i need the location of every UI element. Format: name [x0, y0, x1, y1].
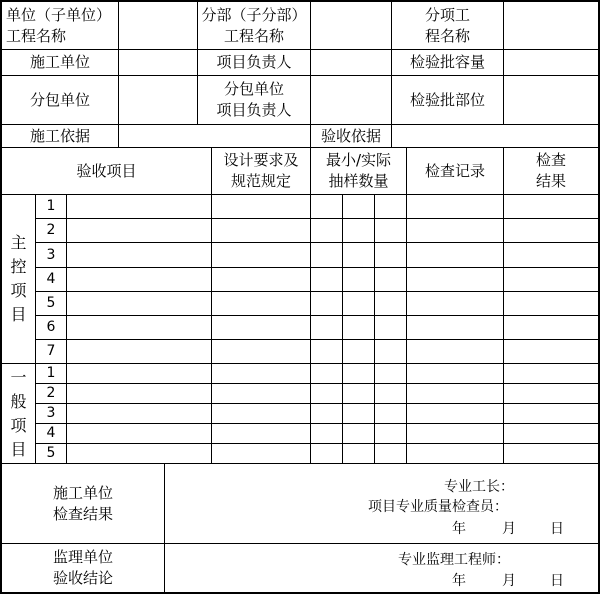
- date-day: 日: [550, 521, 564, 537]
- main-row-number: 4: [46, 271, 56, 287]
- construction-basis-label: 施工依据: [29, 126, 90, 145]
- quality-inspector-label: 项目专业质量检查员：: [368, 499, 508, 515]
- division-project-value[interactable]: [311, 2, 391, 49]
- division-project-label: 分部（子分部） 工程名称: [201, 5, 307, 45]
- construction-unit-label: 施工单位: [29, 53, 90, 71]
- row-divider: [35, 267, 600, 268]
- row-divider: [35, 383, 600, 384]
- batch-location-label: 检验批部位: [409, 90, 485, 109]
- date-year: 年: [452, 521, 466, 537]
- col-divider: [164, 463, 165, 594]
- general-row-number: 4: [46, 425, 56, 441]
- row-divider: [0, 363, 600, 364]
- row-divider: [35, 291, 600, 292]
- row-divider: [35, 242, 600, 243]
- unit-project-value[interactable]: [119, 2, 197, 49]
- col-divider: [406, 147, 407, 463]
- subcontract-manager-label: 分包单位 项目负责人: [216, 80, 292, 119]
- row-divider: [35, 443, 600, 444]
- date-month: 月: [502, 573, 516, 589]
- row-divider: [35, 315, 600, 316]
- main-row-number: 2: [46, 222, 56, 238]
- supervision-conclusion-label: 监理单位 验收结论: [52, 548, 113, 587]
- inspection-item-header: 验收项目: [76, 161, 137, 180]
- col-divider: [374, 194, 375, 463]
- general-row-number: 1: [46, 365, 56, 381]
- col-divider: [211, 147, 212, 463]
- supervising-engineer-label: 专业监理工程师：: [398, 552, 510, 568]
- item-project-value[interactable]: [504, 2, 598, 49]
- general-row-number: 2: [46, 385, 56, 401]
- col-divider: [310, 147, 311, 463]
- acceptance-basis-label: 验收依据: [320, 126, 381, 145]
- main-row-number: 6: [46, 319, 56, 335]
- row-divider: [35, 339, 600, 340]
- unit-project-label: 单位（子单位） 工程名称: [6, 5, 112, 45]
- main-row-number: 7: [46, 343, 56, 359]
- general-row-number: 5: [46, 445, 56, 461]
- item-project-label: 分项工 程名称: [424, 5, 470, 45]
- date-month: 月: [502, 521, 516, 537]
- main-row-number: 1: [46, 198, 56, 214]
- check-result-header: 检查 结果: [535, 151, 566, 190]
- foreman-label: 专业工长：: [444, 479, 514, 495]
- col-divider: [391, 124, 392, 147]
- date-day: 日: [550, 573, 564, 589]
- general-group-label: 一 般 项 目: [10, 367, 27, 459]
- check-record-header: 检查记录: [424, 161, 485, 180]
- col-divider: [503, 147, 504, 463]
- main-control-group-label: 主 控 项 目: [10, 233, 27, 324]
- row-divider: [35, 403, 600, 404]
- general-row-number: 3: [46, 405, 56, 421]
- row-divider: [35, 218, 600, 219]
- row-divider: [35, 423, 600, 424]
- col-divider: [66, 194, 67, 463]
- design-requirement-header: 设计要求及 规范规定: [223, 151, 299, 190]
- construction-check-label: 施工单位 检查结果: [52, 483, 113, 523]
- main-row-number: 5: [46, 295, 56, 311]
- row-divider: [0, 194, 600, 195]
- project-manager-label: 项目负责人: [216, 53, 292, 71]
- subcontract-unit-label: 分包单位: [29, 90, 90, 109]
- main-row-number: 3: [46, 246, 56, 263]
- batch-capacity-label: 检验批容量: [409, 53, 485, 71]
- col-divider: [342, 194, 343, 463]
- sampling-header: 最小/实际 抽样数量: [325, 151, 392, 190]
- date-year: 年: [452, 573, 466, 589]
